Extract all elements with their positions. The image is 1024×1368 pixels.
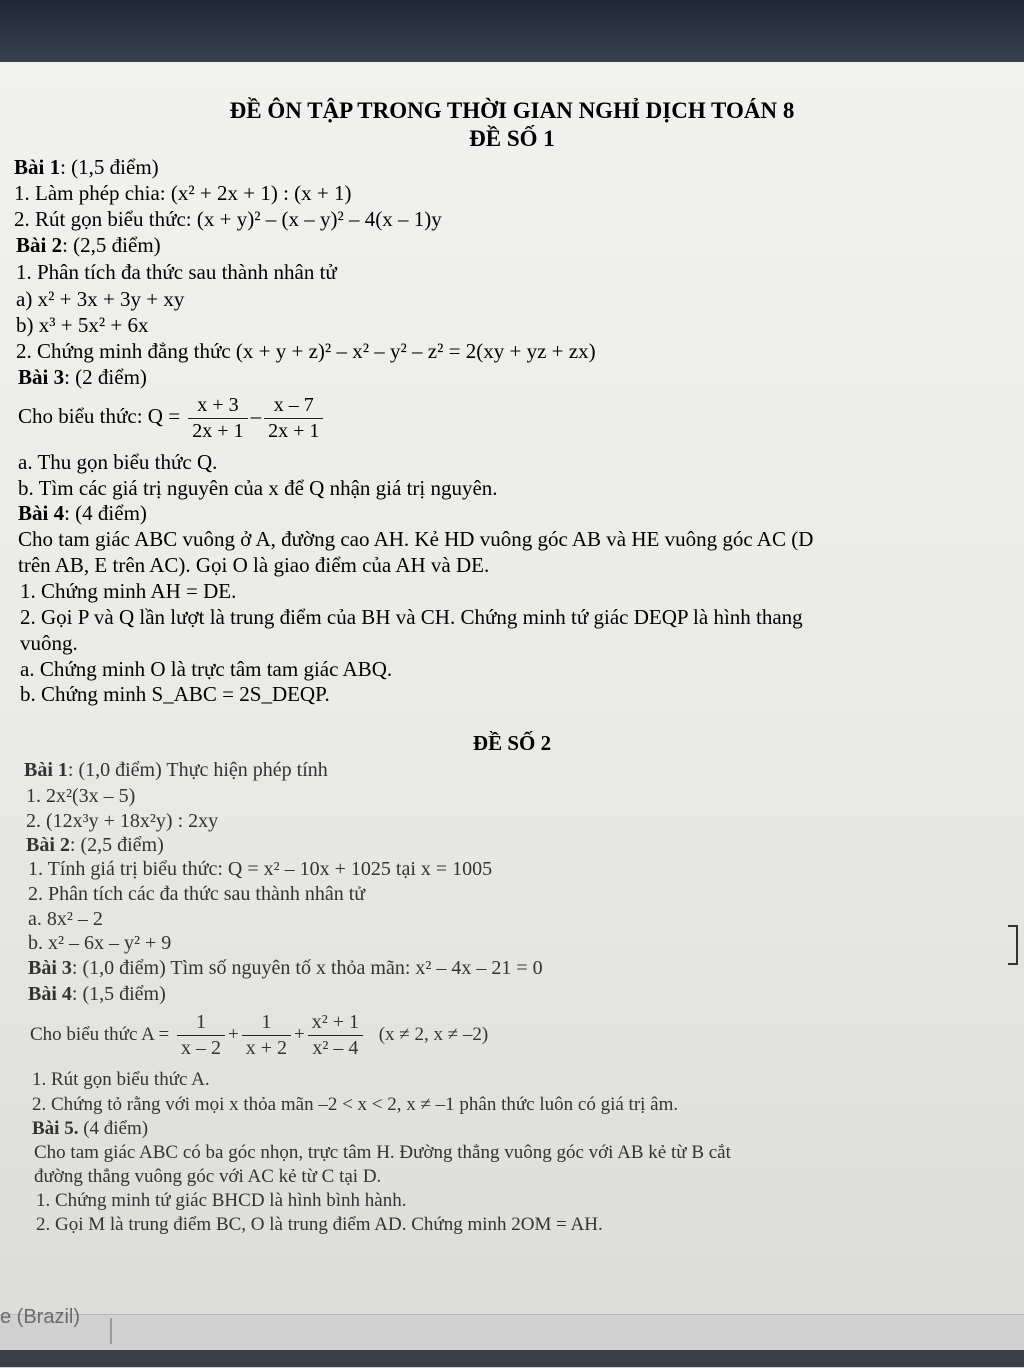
fraction-numerator: x – 7 <box>264 394 323 419</box>
de2-bai4-expr-prefix: Cho biểu thức A = <box>30 1024 170 1045</box>
fraction-denominator: x – 2 <box>180 1037 221 1060</box>
de1-bai4-points: : (4 điểm) <box>64 501 147 525</box>
status-separator <box>110 1318 112 1344</box>
de2-bai3 <box>28 955 543 981</box>
de2-bai1-points: : (1,0 điểm) Thực hiện phép tính <box>67 759 328 781</box>
de1-bai4-b: b. Chứng minh S_ABC = 2S_DEQP. <box>20 682 330 706</box>
de2-bai5-label: Bài 5. <box>32 1118 79 1139</box>
fraction-denominator: 2x + 1 <box>192 419 244 442</box>
de1-bai1-points: : (1,5 điểm) <box>60 155 159 179</box>
de1-bai3-expression <box>18 391 326 443</box>
document-title: ĐỀ ÔN TẬP TRONG THỜI GIAN NGHỈ DỊCH TOÁN 8 <box>229 98 795 123</box>
de1-bai1-q1: 1. Làm phép chia: (x² + 2x + 1) : (x + 1) <box>14 181 352 205</box>
exam-2-heading: ĐỀ SỐ 2 <box>472 731 552 755</box>
fraction-numerator: 1 <box>242 1011 291 1036</box>
de2-bai1-label: Bài 1 <box>24 759 68 781</box>
de1-bai4-label: Bài 4 <box>18 501 65 525</box>
fraction-numerator: 1 <box>177 1011 225 1036</box>
de2-bai3-text: : (1,0 điểm) Tìm số nguyên tố x thỏa mãn: x² – 4x – 21 = 0 <box>71 957 543 979</box>
de1-bai4-line2: trên AB, E trên AC). Gọi O là giao điểm của AH và DE. <box>18 553 490 577</box>
de1-bai2-q1: 1. Phân tích đa thức sau thành nhân tử <box>16 260 337 284</box>
de2-bai4-q2: 2. Chứng tỏ rằng với mọi x thỏa mãn –2 < x < 2, x ≠ –1 phân thức luôn có giá trị âm. <box>32 1094 679 1115</box>
de2-bai4-fraction-1 <box>177 1011 225 1060</box>
de1-bai1-label: Bài 1 <box>14 155 61 179</box>
fraction-numerator: x² + 1 <box>308 1011 363 1036</box>
de1-bai4-q2-line2: vuông. <box>20 631 78 655</box>
de1-bai3-label: Bài 3 <box>18 365 65 389</box>
de2-bai5-q1: 1. Chứng minh tứ giác BHCD là hình bình hành. <box>36 1190 407 1211</box>
fraction-denominator: x² – 4 <box>312 1037 359 1060</box>
de2-bai5-line2: đường thẳng vuông góc với AC kẻ từ C tại D. <box>34 1166 382 1187</box>
de1-bai2-b: b) x³ + 5x² + 6x <box>16 313 149 337</box>
de2-bai2-header <box>26 832 164 858</box>
de1-bai3-a: a. Thu gọn biểu thức Q. <box>18 450 218 474</box>
de1-bai3-b: b. Tìm các giá trị nguyên của x để Q nhận giá trị nguyên. <box>18 476 498 500</box>
plus-sign: + <box>227 1024 239 1045</box>
de2-bai3-label: Bài 3 <box>28 957 72 979</box>
de1-bai4-q1: 1. Chứng minh AH = DE. <box>20 579 237 603</box>
de1-bai2-q2: 2. Chứng minh đẳng thức (x + y + z)² – x² – y² – z² = 2(xy + yz + zx) <box>16 339 596 363</box>
de1-bai2-a: a) x² + 3x + 3y + xy <box>16 287 185 311</box>
de2-bai1-header <box>24 757 328 783</box>
de1-bai4-header <box>18 500 147 526</box>
de2-bai5-q2: 2. Gọi M là trung điểm BC, O là trung điểm AD. Chứng minh 2OM = AH. <box>36 1214 603 1235</box>
de2-bai4-condition: (x ≠ 2, x ≠ –2) <box>378 1024 489 1045</box>
de2-bai2-a: a. 8x² – 2 <box>28 908 103 930</box>
de2-bai5-line1: Cho tam giác ABC có ba góc nhọn, trực tâm H. Đường thẳng vuông góc với AB kẻ từ B cắt <box>34 1142 731 1163</box>
de2-bai4-points: : (1,5 điểm) <box>71 983 166 1005</box>
de2-bai2-label: Bài 2 <box>26 834 70 856</box>
de2-bai2-q1: 1. Tính giá trị biểu thức: Q = x² – 10x + 1025 tại x = 1005 <box>28 858 493 880</box>
de1-bai4-a: a. Chứng minh O là trực tâm tam giác ABQ. <box>20 657 393 681</box>
de1-bai1-q2: 2. Rút gọn biểu thức: (x + y)² – (x – y)² – 4(x – 1)y <box>14 207 442 231</box>
de2-bai4-q1: 1. Rút gọn biểu thức A. <box>32 1069 210 1090</box>
de1-bai4-line1: Cho tam giác ABC vuông ở A, đường cao AH. Kẻ HD vuông góc AB và HE vuông góc AC (D <box>18 527 814 551</box>
de2-bai5-points: (4 điểm) <box>78 1118 149 1139</box>
de2-bai2-points: : (2,5 điểm) <box>69 834 164 856</box>
language-indicator[interactable]: e (Brazil) <box>0 1306 81 1328</box>
minus-sign: – <box>250 404 262 428</box>
de2-bai4-expression <box>30 1010 488 1060</box>
de2-bai4-fraction-2 <box>242 1011 291 1060</box>
de2-bai1-q2: 2. (12x³y + 18x²y) : 2xy <box>26 810 219 832</box>
de2-bai1-q1: 1. 2x²(3x – 5) <box>26 785 136 807</box>
text-cursor-bracket <box>1008 925 1018 965</box>
exam-1-heading: ĐỀ SỐ 1 <box>469 126 555 151</box>
de2-bai5-header <box>32 1116 148 1142</box>
de2-bai2-q2: 2. Phân tích các đa thức sau thành nhân tử <box>28 883 366 905</box>
de1-bai3-fraction-2 <box>264 394 323 443</box>
plus-sign: + <box>293 1024 305 1045</box>
de1-bai2-header <box>16 232 161 258</box>
de1-bai2-label: Bài 2 <box>16 233 63 257</box>
de1-bai4-q2-line1: 2. Gọi P và Q lần lượt là trung điểm của BH và CH. Chứng minh tứ giác DEQP là hình thang <box>20 605 803 629</box>
de1-bai3-header <box>18 364 147 390</box>
de2-bai4-label: Bài 4 <box>28 983 72 1005</box>
de1-bai3-expr-prefix: Cho biểu thức: Q = <box>18 404 181 428</box>
de1-bai2-points: : (2,5 điểm) <box>62 233 161 257</box>
de2-bai4-fraction-3 <box>308 1011 363 1060</box>
de1-bai3-fraction-1 <box>188 394 247 443</box>
monitor-bezel-top <box>0 0 1024 62</box>
fraction-denominator: x + 2 <box>245 1037 287 1060</box>
fraction-numerator: x + 3 <box>188 394 247 419</box>
de1-bai3-points: : (2 điểm) <box>64 365 147 389</box>
fraction-denominator: 2x + 1 <box>268 419 320 442</box>
de2-bai4-header <box>28 981 166 1007</box>
de2-bai2-b: b. x² – 6x – y² + 9 <box>28 932 172 954</box>
monitor-bezel-bottom <box>0 1350 1024 1367</box>
de1-bai1-header <box>14 154 159 180</box>
